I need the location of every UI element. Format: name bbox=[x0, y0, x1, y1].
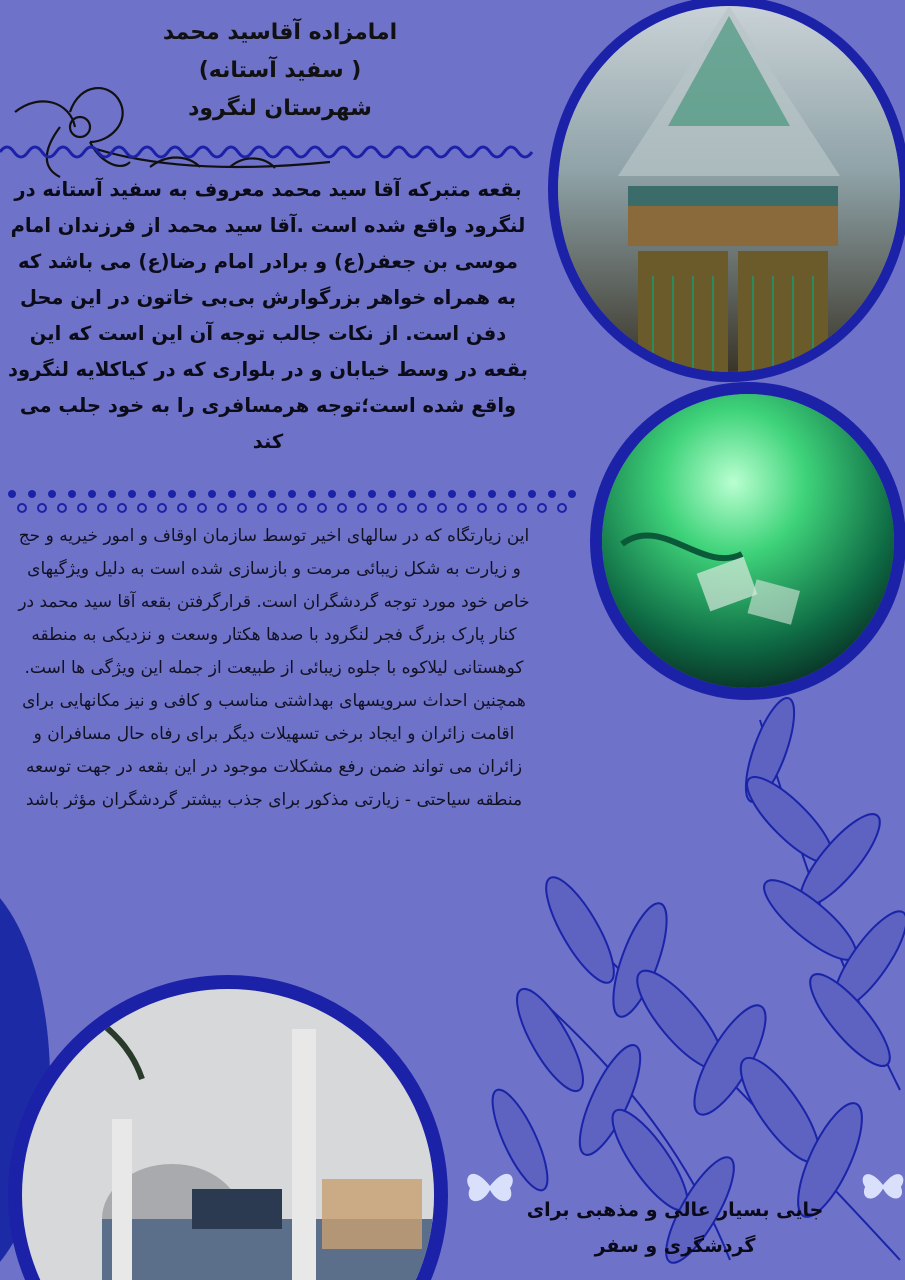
title-line-1: امامزاده آقاسید محمد bbox=[162, 20, 398, 45]
dotted-divider bbox=[0, 484, 585, 524]
intro-paragraph: بقعه متبرکه آقا سید محمد معروف به سفید آستانه در لنگرود واقع شده است .آقا سید محمد از فرزندان امام موسی بن جعفر(ع) و برادر امام رضا(ع) می باشد که به همراه خواهر بزرگوارش بی‌بی خاتون در این محل دفن است. از نکات جالب توجه آن این است که این بقعه در وسط خیابان و در بلواری که در کیاکلایه لنگرود واقع شده است؛توجه هرمسافری را به خود جلب می کند bbox=[8, 178, 528, 453]
shrine-interior-photo bbox=[548, 0, 905, 382]
title-line-2: ( سفید آستانه) bbox=[198, 58, 362, 83]
shrine-exterior-photo bbox=[8, 975, 448, 1280]
butterfly-icon bbox=[858, 1160, 905, 1210]
footer-tagline: جایی بسیار عالی و مذهبی برای گردشگری و سفر bbox=[526, 1199, 824, 1257]
zigzag-divider bbox=[0, 142, 540, 162]
tomb-green-light-photo bbox=[590, 382, 905, 700]
body-paragraph-1: این زیارتگاه که در سالهای اخیر توسط سازمان اوقاف و امور خیریه و حج و زیارت به شکل زیبائی مرمت و بازسازی شده است به دلیل ویژگیهای خاص خود مورد توجه گردشگران است. قرارگرفتن بقعه آقا سید محمد در کنار پارک بزرگ فجر لنگرود با صدها هکتار وسعت و نزدیکی به منطقه کوهستانی لیلاکوه با جلوه زیبائی از طبیعت از جمله این ویژگی ها است. bbox=[18, 526, 530, 678]
body-paragraph-2: همچنین احداث سرویسهای بهداشتی مناسب و کافی و نیز مکانهایی برای اقامت زائران و ایجاد برخی تسهیلات دیگر برای رفاه حال مسافران و زائران می تواند ضمن رفع مشکلات موجود در این بقعه در جهت توسعه منطقه سیاحتی - زیارتی مذکور برای جذب بیشتر گردشگران مؤثر باشد bbox=[22, 691, 526, 810]
title-line-3: شهرستان لنگرود bbox=[188, 96, 372, 121]
title-block bbox=[100, 14, 460, 128]
body-paragraphs bbox=[16, 520, 532, 817]
